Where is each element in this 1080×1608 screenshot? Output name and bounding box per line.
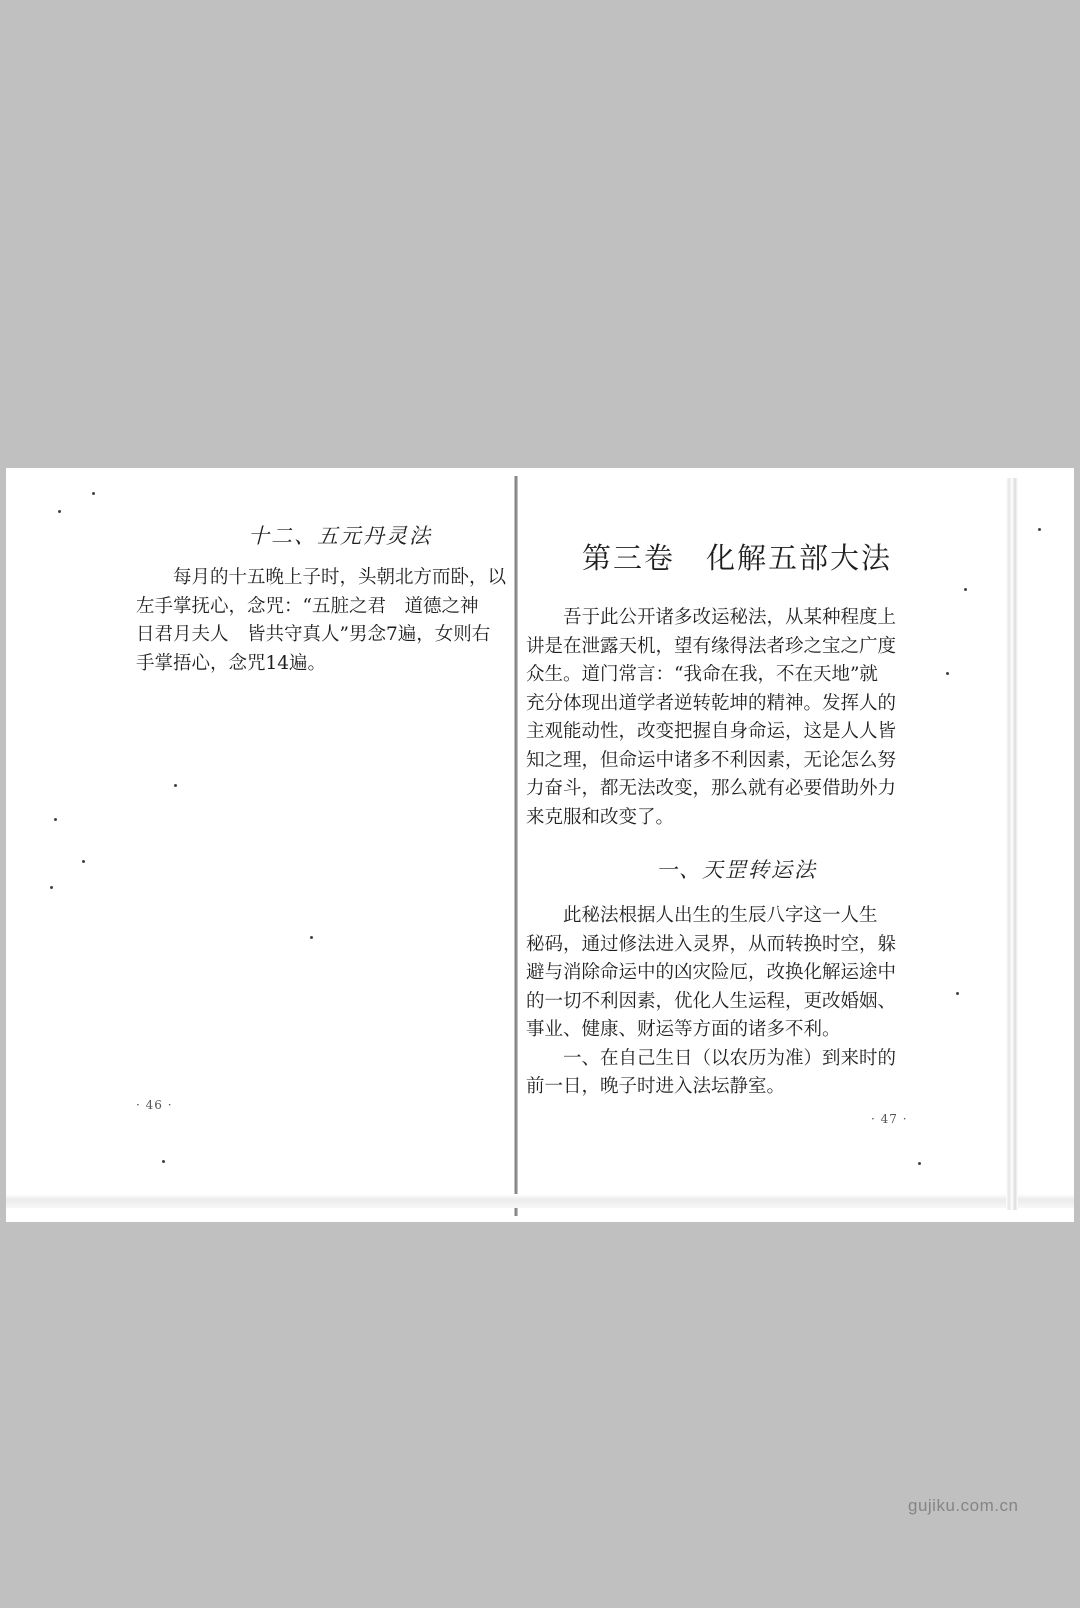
- intro-line: 主观能动性，改变把握自身命运，这是人人皆: [526, 721, 897, 742]
- scan-speck: [58, 510, 61, 513]
- intro-line: 力奋斗，都无法改变，那么就有必要借助外力: [526, 778, 897, 799]
- scan-speck: [946, 672, 949, 675]
- page-right-edge: [1006, 478, 1018, 1210]
- intro-paragraph: [526, 604, 896, 832]
- section-line: 秘码，通过修法进入灵界，从而转换时空，躲: [526, 933, 897, 955]
- left-section-heading: 十二、五元丹灵法: [248, 524, 432, 548]
- section-line: 前一日，晚子时进入法坛静室。: [526, 1076, 786, 1097]
- scan-speck: [174, 784, 177, 787]
- left-page: [136, 468, 516, 1222]
- scan-speck: [54, 818, 57, 821]
- left-page-number: · 46 ·: [136, 1098, 173, 1112]
- left-line: 日君月夫人 皆共守真人”男念7遍，女则右: [136, 624, 491, 645]
- right-section-heading: 一、天罡转运法: [656, 858, 817, 882]
- section-line: 此秘法根据人出生的生辰八字这一人生: [563, 905, 878, 926]
- section-line: 的一切不利因素，优化人生运程，更改婚姻、: [526, 990, 897, 1012]
- left-line: 每月的十五晚上子时，头朝北方而卧，以: [173, 567, 507, 588]
- section-line: 事业、健康、财运等方面的诸多不利。: [526, 1019, 841, 1040]
- scan-speck: [956, 992, 959, 995]
- intro-line: 吾于此公开诸多改运秘法，从某种程度上: [563, 607, 897, 628]
- section-line: 避与消除命运中的凶灾险厄，改换化解运途中: [526, 962, 897, 983]
- left-paragraph: [136, 564, 506, 678]
- scan-speck: [92, 492, 95, 495]
- left-line: 左手掌抚心，念咒：“五脏之君 道德之神: [136, 595, 479, 617]
- intro-line: 讲是在泄露天机，望有缘得法者珍之宝之广度: [526, 635, 897, 657]
- chapter-title: 第三卷 化解五部大法: [582, 541, 893, 575]
- intro-line: 来克服和改变了。: [526, 806, 675, 828]
- intro-line: 众生。道门常言：“我命在我，不在天地”就: [526, 664, 878, 685]
- intro-line: 充分体现出道学者逆转乾坤的精神。发挥人的: [526, 692, 897, 714]
- scan-speck: [82, 860, 85, 863]
- scan-speck: [162, 1160, 165, 1163]
- right-page: [526, 468, 946, 1222]
- scan-speck: [918, 1162, 921, 1165]
- right-page-number: · 47 ·: [871, 1112, 908, 1126]
- intro-line: 知之理，但命运中诸多不利因素，无论怎么努: [526, 749, 897, 771]
- scan-speck: [1038, 528, 1041, 531]
- scan-speck: [50, 886, 53, 889]
- scanned-book-spread: [6, 468, 1074, 1222]
- scan-speck: [310, 936, 313, 939]
- watermark: gujiku.com.cn: [908, 1496, 1019, 1515]
- section-paragraph: [526, 902, 896, 1102]
- left-line: 手掌捂心，念咒14遍。: [136, 652, 327, 674]
- section-line: 一、在自己生日（以农历为准）到来时的: [563, 1047, 897, 1069]
- scan-speck: [964, 588, 967, 591]
